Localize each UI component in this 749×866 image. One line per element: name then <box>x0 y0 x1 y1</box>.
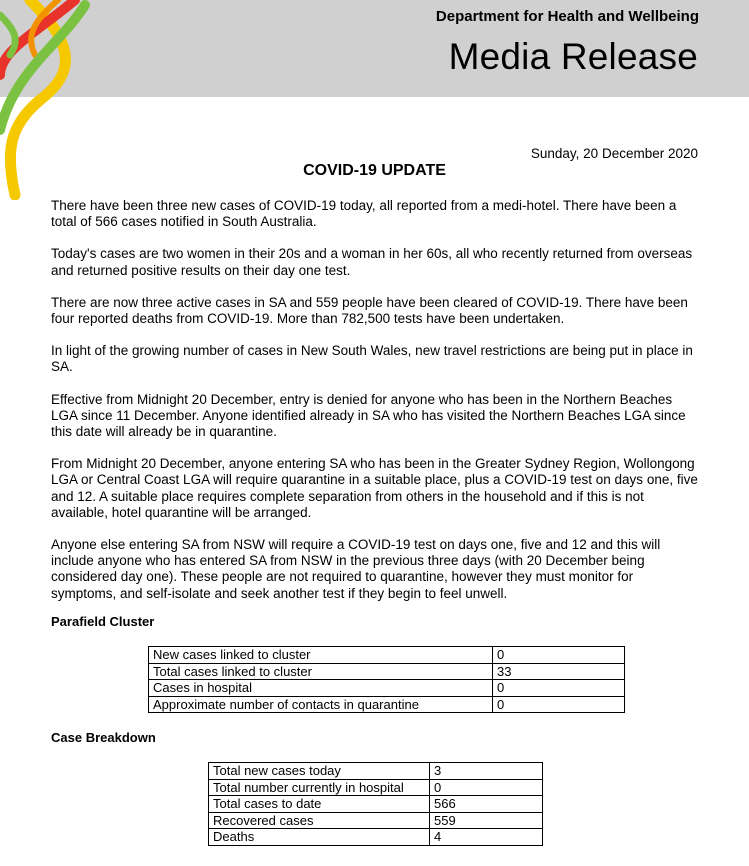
table-row <box>149 663 625 680</box>
row-label: Recovered cases <box>209 812 430 829</box>
row-label: Deaths <box>209 829 430 846</box>
table-row <box>149 647 625 664</box>
paragraph: Today's cases are two women in their 20s and a woman in her 60s, all who recently returned from overseas and returned positive results on their day one test. <box>51 246 693 278</box>
table-row <box>149 680 625 697</box>
release-date: Sunday, 20 December 2020 <box>530 146 698 161</box>
row-label: Total cases to date <box>209 796 430 813</box>
page-title: COVID-19 UPDATE <box>303 162 446 179</box>
paragraph: There have been three new cases of COVID-19 today, all reported from a medi-hotel. There have been a total of 566 cases notified in South Australia. <box>51 198 677 230</box>
paragraph: From Midnight 20 December, anyone entering SA who has been in the Greater Sydney Region, Wollongong LGA or Central Coast LGA will require quarantine in a suitable place, plus a COVID-19 test on days one, five and 12. A suitable place requires complete separation from others in the household and if this is not available, hotel quarantine will be arranged. <box>51 456 698 520</box>
breakdown-heading: Case Breakdown <box>51 730 156 745</box>
row-value: 0 <box>493 647 625 664</box>
row-value: 0 <box>493 680 625 697</box>
row-value: 0 <box>430 779 543 796</box>
paragraph: In light of the growing number of cases in New South Wales, new travel restrictions are being put in place in SA. <box>51 343 693 375</box>
paragraph: Effective from Midnight 20 December, entry is denied for anyone who has been in the Northern Beaches LGA since 11 December. Anyone identified already in SA who has visited the Northern Beaches LGA since this date will already be in quarantine. <box>51 391 686 440</box>
row-label: New cases linked to cluster <box>149 647 493 664</box>
cluster-table <box>148 646 625 713</box>
row-value: 4 <box>430 829 543 846</box>
paragraph: There are now three active cases in SA and 559 people have been cleared of COVID-19. There have been four reported deaths from COVID-19. More than 782,500 tests have been undertaken. <box>51 294 688 327</box>
row-value: 566 <box>430 796 543 813</box>
cluster-heading: Parafield Cluster <box>51 614 155 629</box>
row-value: 559 <box>430 812 543 829</box>
row-label: Total new cases today <box>209 763 430 780</box>
row-label: Cases in hospital <box>149 680 493 697</box>
table-row <box>209 812 543 829</box>
table-row <box>209 829 543 846</box>
table-row <box>209 763 543 780</box>
department-name: Department for Health and Wellbeing <box>435 8 699 25</box>
table-row <box>209 779 543 796</box>
body-text <box>51 198 701 618</box>
table-row <box>149 696 625 713</box>
row-value: 0 <box>493 696 625 713</box>
table-row <box>209 796 543 813</box>
row-label: Total number currently in hospital <box>209 779 430 796</box>
row-value: 3 <box>430 763 543 780</box>
row-label: Total cases linked to cluster <box>149 663 493 680</box>
row-label: Approximate number of contacts in quarantine <box>149 696 493 713</box>
row-value: 33 <box>493 663 625 680</box>
breakdown-table <box>208 762 543 846</box>
media-release-title: Media Release <box>448 36 698 77</box>
paragraph: Anyone else entering SA from NSW will require a COVID-19 test on days one, five and 12 and this will include anyone who has entered SA from NSW in the previous three days (with 20 December being considered day one). These people are not required to quarantine, however they must monitor for symptoms, and self-isolate and seek another test if they begin to feel unwell. <box>51 537 661 601</box>
